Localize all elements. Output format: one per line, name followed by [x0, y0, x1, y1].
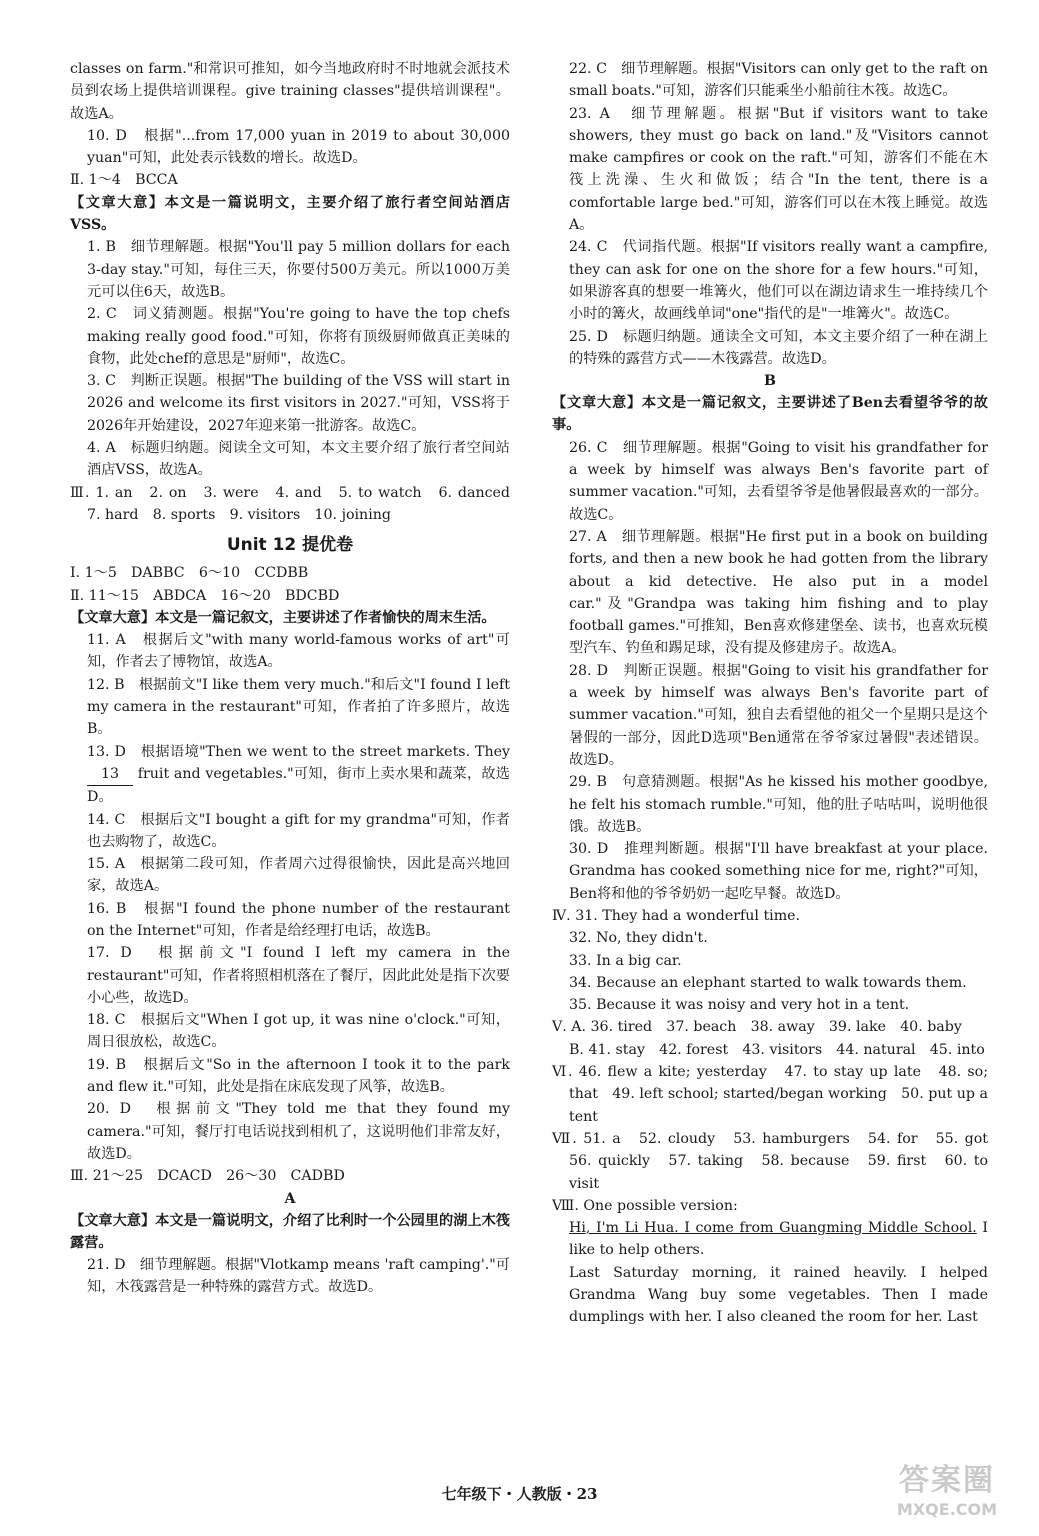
- text-block: classes on farm."和常识可推知，如今当地政府时不时地就会派技术员到农场上提供培训课程。give training classes"提供培训课程"。故选A。: [70, 61, 510, 122]
- section-heading: Ⅶ. 51. a 52. cloudy 53. hamburgers 54. for 55. got 56. quickly 57. taking 58. because 59. first 60. to visit: [552, 1130, 1003, 1192]
- answer-item: 4. A 标题归纳题。阅读全文可知，本文主要介绍了旅行者空间站酒店VSS，故选A。: [87, 440, 510, 479]
- answer-text: fruit and vegetables."可知，街市上卖水果和蔬菜，故选D。: [87, 765, 510, 806]
- answer-item: 27. A 细节理解题。根据"He first put in a book on building forts, and then a new book he had gotten from the library about a kid detective. He also put in a model car."及"Grandpa was taking him fishing and to play football games."可推知，Ben喜欢修建堡垒、读书，也喜欢玩模型汽车、钓鱼和踢足球，没有提及修建房子。故选A。: [569, 528, 988, 657]
- answer-item: 14. C 根据后文"I bought a gift for my grandma"可知，作者也去购物了，故选C。: [87, 811, 510, 850]
- answer-item: [70, 741, 510, 809]
- sample-essay: [552, 1217, 988, 1262]
- answer-item: 21. D 细节理解题。根据"Vlotkamp means 'raft camping'."可知，木筏露营是一种特殊的露营方式。故选D。: [87, 1257, 510, 1296]
- answer-item: 29. B 句意猜测题。根据"As he kissed his mother goodbye, he felt his stomach rumble."可知，他的肚子咕咕叫，说明他很饿。故选B。: [569, 774, 988, 835]
- answer-item: B. 41. stay 42. forest 43. visitors 44. natural 45. into: [569, 1041, 985, 1058]
- answer-item: 32. No, they didn't.: [569, 930, 708, 947]
- answer-item: 11. A 根据后文"with many world-famous works of art"可知，作者去了博物馆，故选A。: [87, 632, 510, 671]
- essay-underlined: Hi, I'm Li Hua. I come from Guangming Middle School.: [569, 1220, 977, 1237]
- answer-item: 1. B 细节理解题。根据"You'll pay 5 million dollars for each 3-day stay."可知，每住三天，你要付500万美元。所以1000万美元可以住6天，故选B。: [87, 239, 510, 300]
- section-heading: Ⅷ. One possible version:: [552, 1197, 738, 1214]
- article-summary: 【文章大意】本文是一篇记叙文，主要讲述了作者愉快的周末生活。: [70, 609, 496, 626]
- answer-item: 30. D 推理判断题。根据"I'll have breakfast at your place. Grandma has cooked something nice for me, right?"可知，Ben将和他的爷爷奶奶一起吃早餐。故选D。: [569, 841, 988, 902]
- article-summary: 【文章大意】本文是一篇记叙文，主要讲述了Ben去看望爷爷的故事。: [552, 395, 988, 434]
- answer-item: 10. D 根据"...from 17,000 yuan in 2019 to about 30,000 yuan"可知，此处表示钱数的增长。故选D。: [87, 127, 510, 167]
- watermark-logo: [872, 1462, 1022, 1524]
- answer-item: 22. C 细节理解题。根据"Visitors can only get to the raft on small boats."可知，游客们只能乘坐小船前往木筏。故选C。: [569, 61, 988, 100]
- right-column: [552, 58, 1003, 1329]
- answer-item: 24. C 代词指代题。根据"If visitors really want a campfire, they can ask for one on the shore for a few hours."可知，如果游客真的想要一堆篝火，他们可以在湖边请求生一堆持续几个小时的篝火，故画线单词"one"指代的是"一堆篝火"。故选C。: [569, 239, 988, 323]
- answer-item: 3. C 判断正误题。根据"The building of the VSS will start in 2026 and welcome its first visitors in 2027."可知，VSS将于2026年开始建设，2027年迎来第一批游客。故选C。: [87, 373, 510, 434]
- unit-title: Unit 12 提优卷: [226, 535, 354, 556]
- answer-item: 35. Because it was noisy and very hot in a tent.: [569, 997, 910, 1014]
- answer-item: 25. D 标题归纳题。通读全文可知，本文主要介绍了一种在湖上的特殊的露营方式——木筏露营。故选D。: [569, 328, 988, 367]
- answer-item: 16. B 根据"I found the phone number of the restaurant on the Internet"可知，作者是给经理打电话，故选B。: [87, 900, 510, 939]
- article-summary: 【文章大意】本文是一篇说明文，介绍了比利时一个公园里的湖上木筏露营。: [70, 1212, 510, 1251]
- answer-item: 17. D 根据前文"I found I left my camera in the restaurant"可知，作者将照相机落在了餐厅，因此此处是指下次要小心些，故选D。: [87, 945, 510, 1006]
- answer-item: 18. C 根据后文"When I got up, it was nine o'clock."可知，周日很放松，故选C。: [87, 1012, 510, 1051]
- answer-item: 20. D 根据前文"They told me that they found my camera."可知，餐厅打电话说找到相机了，这说明他们非常友好，故选D。: [87, 1101, 510, 1162]
- section-heading: Ⅵ. 46. flew a kite; yesterday 47. to stay up late 48. so; that 49. left school; started/began working 50. put up a tent: [552, 1064, 988, 1125]
- left-column: [70, 58, 525, 1299]
- section-heading: Ⅱ. 11～15 ABDCA 16～20 BDCBD: [70, 587, 340, 604]
- part-heading: B: [764, 373, 776, 390]
- answer-item: 23. A 细节理解题。根据"But if visitors want to take showers, they must go back on land."及"Visitors cannot make campfires or cook on the raft."可知，游客们不能在木筏上洗澡、生火和做饭；结合"In the tent, there is a comfortable large bed."可知，游客们可以在木筏上睡觉。故选A。: [569, 105, 988, 234]
- answer-item: 12. B 根据前文"I like them very much."和后文"I found I left my camera in the restaurant"可知，作者拍了许多照片，故选B。: [87, 676, 510, 738]
- answer-item: 34. Because an elephant started to walk towards them.: [569, 974, 967, 991]
- answer-item: 26. C 细节理解题。根据"Going to visit his grandfather for a week by himself was always Ben's favorite part of summer vacation."可知，去看望爷爷是他暑假最喜欢的一部分。故选C。: [569, 439, 988, 523]
- section-heading: Ⅱ. 1～4 BCCA: [70, 172, 178, 189]
- section-heading: Ⅲ. 1. an 2. on 3. were 4. and 5. to watch 6. danced 7. hard 8. sports 9. visitors 10. joining: [70, 484, 525, 523]
- section-heading: Ⅲ. 21～25 DCACD 26～30 CADBD: [70, 1168, 345, 1185]
- answer-item: 19. B 根据后文"So in the afternoon I took it to the park and flew it."可知，此处是指在床底发现了风筝，故选B。: [87, 1056, 510, 1096]
- watermark-url: MXQE.COM: [896, 1500, 998, 1519]
- answer-text: 13. D 根据语境"Then we went to the street markets. They: [87, 743, 510, 760]
- section-heading: Ⅳ. 31. They had a wonderful time.: [552, 907, 801, 924]
- blank-line: 13: [87, 763, 133, 786]
- section-heading: Ⅰ. 1～5 DABBC 6～10 CCDBB: [70, 565, 309, 582]
- answer-item: 15. A 根据第二段可知，作者周六过得很愉快，因此是高兴地回家，故选A。: [87, 856, 510, 895]
- sample-essay: Last Saturday morning, it rained heavily. I helped Grandma Wang buy some vegetables. Then I made dumplings with her. I also cleaned the room for her. Last: [569, 1264, 988, 1326]
- article-summary: 【文章大意】本文是一篇说明文，主要介绍了旅行者空间站酒店VSS。: [70, 194, 510, 234]
- part-heading: A: [284, 1190, 296, 1207]
- section-heading: Ⅴ. A. 36. tired 37. beach 38. away 39. lake 40. baby: [552, 1019, 962, 1036]
- answer-item: 2. C 词义猜测题。根据"You're going to have the top chefs making really good food."可知，你将有顶级厨师做真正美味的食物，此处chef的意思是"厨师"，故选C。: [87, 306, 510, 367]
- answer-item: 28. D 判断正误题。根据"Going to visit his grandfather for a week by himself was always Ben's favorite part of summer vacation."可知，独自去看望他的祖父一个星期只是这个暑假的一部分，因此D选项"Ben通常在爷爷家过暑假"表述错误。故选D。: [569, 662, 988, 768]
- answer-item: 33. In a big car.: [569, 952, 682, 969]
- essay-text: I like to help others.: [569, 1220, 989, 1259]
- page-footer: 七年级下・人教版・23: [441, 1485, 598, 1503]
- watermark-logo-text: 答案圈: [899, 1463, 995, 1498]
